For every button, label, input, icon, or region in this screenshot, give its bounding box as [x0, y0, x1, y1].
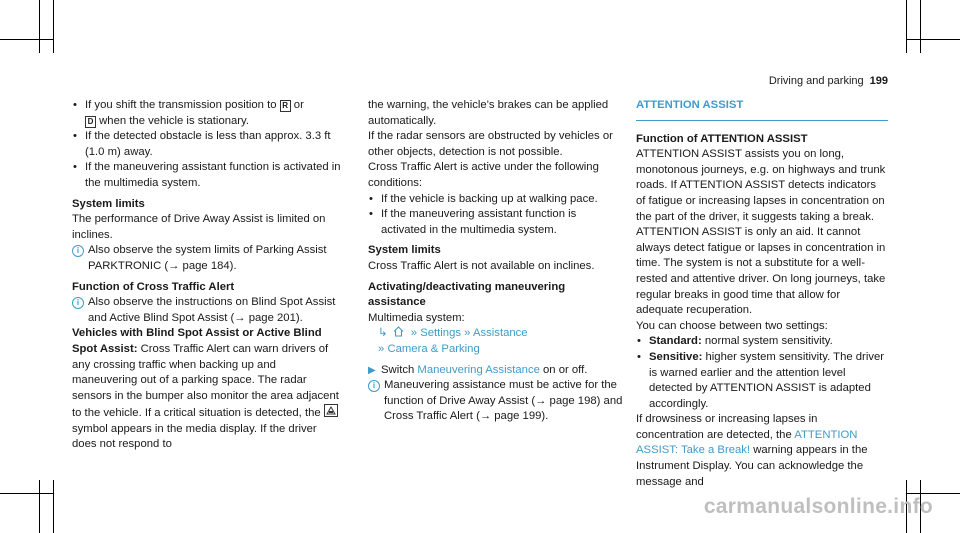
bullet-text: or: [290, 99, 304, 111]
cross-traffic-warning-icon: [324, 404, 338, 417]
activating-heading: Activating/deactivating maneuvering assistance: [368, 280, 566, 309]
setting-label: Sensitive:: [649, 350, 703, 363]
note-text: Maneuvering assistance must be active for the function of Drive Away Assist (→ page 198) and Cross Traffic Alert (→ page 199).: [384, 379, 623, 423]
watermark: carmanualsonline.info: [703, 495, 933, 518]
column-left: [72, 98, 344, 453]
crop-mark: [907, 493, 960, 494]
crop-mark: [39, 480, 40, 533]
cta-function-heading: Function of Cross Traffic Alert: [72, 280, 235, 293]
paragraph: [636, 412, 888, 490]
crop-mark: [0, 39, 53, 40]
crop-mark: [39, 0, 40, 53]
page-number: 199: [869, 75, 888, 87]
gear-d-key-icon: D: [85, 116, 96, 128]
maneuvering-assistance-link: Maneuvering Assistance: [417, 363, 540, 376]
bullet-text: If you shift the transmission position to: [85, 99, 280, 111]
column-middle: [368, 98, 624, 425]
info-icon: i: [368, 380, 380, 392]
crop-mark: [53, 480, 54, 533]
multimedia-system-label: Multimedia system:: [368, 311, 465, 324]
gear-r-key-icon: R: [280, 100, 291, 112]
chevron-right-icon: »: [464, 327, 471, 340]
setting-label: Standard:: [649, 335, 702, 348]
info-note: [368, 378, 624, 425]
info-icon: i: [72, 297, 84, 309]
setting-text: higher system sensitivity. The driver is warned earlier and the attention level detected by ATTENTION ASSIST is adapted accordingly.: [649, 350, 885, 410]
paragraph: You can choose between two settings:: [636, 319, 828, 332]
paragraph: the warning, the vehicle's brakes can be applied automatically.: [368, 99, 609, 127]
action-text: Switch: [381, 363, 418, 376]
vehicles-heading: Vehicles with Blind Spot Assist or Active Blind Spot Assist:: [72, 327, 322, 355]
crop-mark: [907, 39, 960, 40]
menu-path: [368, 326, 624, 342]
chevron-right-icon: »: [410, 327, 418, 340]
list-item: • If the maneuvering assistant function is activated in the multimedia system.: [72, 160, 344, 191]
crop-mark: [53, 0, 54, 53]
paragraph: ATTENTION ASSIST is only an aid. It cannot always detect fatigue or lapses in concentration in time. The system is not a substitute for a well-rested and attentive driver. On long journeys, take regular breaks in good time that allow for adequate recuperation.: [636, 226, 886, 317]
setting-text: normal system sensitivity.: [701, 335, 833, 348]
paragraph: Cross Traffic Alert is active under the following conditions:: [368, 161, 599, 189]
menu-path: [368, 342, 624, 358]
list-item: [636, 334, 888, 350]
system-limits-heading: System limits: [72, 197, 145, 210]
vehicles-paragraph: [72, 326, 344, 453]
system-limits-heading: System limits: [368, 244, 441, 257]
vehicles-text: symbol appears in the media display. If the driver does not respond to: [72, 422, 317, 451]
crop-mark: [906, 0, 907, 53]
column-right: [636, 98, 888, 490]
note-text: Also observe the instructions on Blind Spot Assist and Active Blind Spot Assist (→ page 201).: [88, 296, 336, 324]
menu-item-camera-parking: Camera & Parking: [387, 342, 480, 355]
crop-mark: [0, 493, 53, 494]
page-header: [769, 74, 888, 90]
paragraph-text: If drowsiness or increasing lapses in concentration are detected, the: [636, 413, 818, 441]
list-item: • If the detected obstacle is less than approx. 3.3 ft (1.0 m) away.: [72, 129, 344, 160]
system-limits-text: Cross Traffic Alert is not available on inclines.: [368, 259, 595, 272]
action-arrow-icon: ▶: [368, 364, 376, 376]
list-item: • If the vehicle is backing up at walking pace.: [368, 192, 624, 208]
section-title: ATTENTION ASSIST: [636, 98, 888, 121]
chevron-right-icon: »: [378, 342, 385, 355]
paragraph-text: warning appears in the Instrument Display. You can acknowledge the message and: [636, 444, 868, 488]
menu-item-assistance: Assistance: [472, 327, 528, 340]
info-icon: i: [72, 245, 84, 257]
function-heading: Function of ATTENTION ASSIST: [636, 132, 808, 145]
crop-mark: [920, 0, 921, 53]
list-item: [636, 350, 888, 412]
header-section: Driving and parking: [768, 75, 864, 87]
action-step: [368, 363, 624, 379]
info-note: [72, 243, 344, 274]
warning-message-link: ATTENTION ASSIST: Take a Break!: [636, 428, 858, 457]
paragraph: If the radar sensors are obstructed by vehicles or other objects, detection is not possible.: [368, 130, 613, 158]
action-text: on or off.: [539, 363, 588, 376]
list-item: [72, 98, 344, 129]
paragraph: ATTENTION ASSIST assists you on long, monotonous journeys, e.g. on highways and trunk roads. If ATTENTION ASSIST detects indicators of fatigue or increasing lapses in concentration on the part of the driver, it suggests taking a break.: [636, 148, 886, 223]
note-text: Also observe the system limits of Parking Assist PARKTRONIC (→ page 184).: [88, 244, 327, 272]
home-icon: [393, 326, 404, 337]
bullet-text: when the vehicle is stationary.: [96, 114, 250, 127]
path-arrow-icon: ↳: [378, 327, 388, 340]
vehicles-text: Cross Traffic Alert can warn drivers of any crossing traffic when backing up and maneuvering out of a parking space. The radar sensors in the bumper also monitor the area adjacent to the vehicle. If a critical situation is detected, the: [72, 342, 339, 420]
system-limits-text: The performance of Drive Away Assist is limited on inclines.: [72, 213, 326, 241]
menu-item-settings: Settings: [420, 327, 462, 340]
list-item: • If the maneuvering assistant function is activated in the multimedia system.: [368, 207, 624, 238]
info-note: [72, 295, 344, 326]
